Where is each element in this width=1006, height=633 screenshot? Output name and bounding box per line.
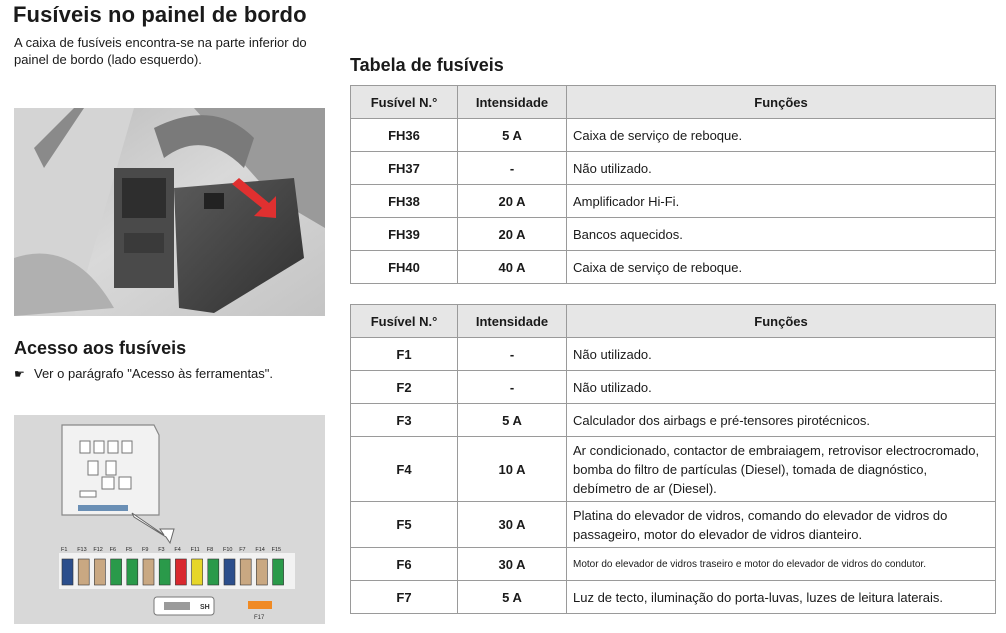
table-heading: Tabela de fusíveis <box>350 55 504 75</box>
fuse-cell: F7 <box>351 581 458 614</box>
fuse-cell: F3 <box>351 404 458 437</box>
fuse-f12 <box>94 559 105 585</box>
function-cell: Não utilizado. <box>567 338 996 371</box>
fuse-label-f7: F7 <box>239 547 246 553</box>
table-row <box>351 185 996 218</box>
table-row <box>351 338 996 371</box>
amp-cell: 20 A <box>458 218 567 251</box>
fuse-cell: FH39 <box>351 218 458 251</box>
function-cell: Amplificador Hi-Fi. <box>567 185 996 218</box>
fuse-f1 <box>62 559 73 585</box>
fuse-cell: F5 <box>351 502 458 548</box>
function-cell: Não utilizado. <box>567 371 996 404</box>
fuse-f8 <box>208 559 219 585</box>
col-functions-header: Funções <box>567 86 996 119</box>
amp-cell: 10 A <box>458 437 567 502</box>
function-cell: Caixa de serviço de reboque. <box>567 119 996 152</box>
col-intensity-header: Intensidade <box>458 86 567 119</box>
f17-label: F17 <box>254 615 265 621</box>
fuse-table-f <box>350 304 996 614</box>
fuse-f7 <box>240 559 251 585</box>
fuse-f5 <box>127 559 138 585</box>
page-title: Fusíveis no painel de bordo <box>13 2 307 27</box>
table-row <box>351 404 996 437</box>
table-row <box>351 581 996 614</box>
table-row <box>351 251 996 284</box>
table-row <box>351 548 996 581</box>
fuse-label-f8: F8 <box>206 547 214 553</box>
function-cell: Luz de tecto, iluminação do porta-luvas, luzes de leitura laterais. <box>567 581 996 614</box>
pointing-hand-icon: ☛ <box>14 367 25 381</box>
fuse-label-f15: F15 <box>271 547 282 553</box>
fuse-label-f14: F14 <box>255 547 265 553</box>
function-cell: Motor do elevador de vidros traseiro e motor do elevador de vidros do condutor. <box>567 548 996 581</box>
col-fuse-header: Fusível N.° <box>351 86 458 119</box>
fuse-f11 <box>192 559 203 585</box>
access-heading: Acesso aos fusíveis <box>14 338 187 358</box>
access-reference-text: Ver o parágrafo "Acesso às ferramentas". <box>34 366 274 381</box>
function-cell: Ar condicionado, contactor de embraiagem, retrovisor electrocromado, bomba do filtro de partículas (Diesel), tomada de diagnóstico, debímetro de ar (Diesel). <box>567 437 996 502</box>
table-row <box>351 502 996 548</box>
fuse-f13 <box>78 559 89 585</box>
fuse-cell: FH38 <box>351 185 458 218</box>
table-row <box>351 371 996 404</box>
fuse-label-f5: F5 <box>125 547 133 553</box>
amp-cell: 30 A <box>458 548 567 581</box>
fuse-label-f4: F4 <box>174 547 181 553</box>
function-cell: Bancos aquecidos. <box>567 218 996 251</box>
table-row <box>351 152 996 185</box>
fuse-f9 <box>143 559 154 585</box>
function-cell: Calculador dos airbags e pré-tensores pirotécnicos. <box>567 404 996 437</box>
table-row <box>351 218 996 251</box>
intro-text: A caixa de fusíveis encontra-se na parte inferior do painel de bordo (lado esquerdo). <box>14 35 307 67</box>
amp-cell: 5 A <box>458 119 567 152</box>
fuse-f6 <box>111 559 122 585</box>
col-fuse-header: Fusível N.° <box>351 305 458 338</box>
function-cell: Platina do elevador de vidros, comando do elevador de vidros do passageiro, motor do elevador de vidros dianteiro. <box>567 502 996 548</box>
fuse-cell: F4 <box>351 437 458 502</box>
fuse-label-f6: F6 <box>109 547 117 553</box>
fuse-label-f1: F1 <box>61 547 68 553</box>
fuse-box-diagram <box>14 415 325 624</box>
dashboard-photo <box>14 108 325 316</box>
amp-cell: 30 A <box>458 502 567 548</box>
fuse-cell: F2 <box>351 371 458 404</box>
sh-label: SH <box>200 604 210 611</box>
amp-cell: 5 A <box>458 581 567 614</box>
fuse-label-f3: F3 <box>158 547 165 553</box>
amp-cell: 5 A <box>458 404 567 437</box>
fuse-f15 <box>273 559 284 585</box>
amp-cell: - <box>458 338 567 371</box>
fuse-cell: F6 <box>351 548 458 581</box>
fuse-f4 <box>175 559 186 585</box>
function-cell: Não utilizado. <box>567 152 996 185</box>
fuse-f10 <box>224 559 235 585</box>
function-cell: Caixa de serviço de reboque. <box>567 251 996 284</box>
amp-cell: 20 A <box>458 185 567 218</box>
table-row <box>351 119 996 152</box>
amp-cell: 40 A <box>458 251 567 284</box>
fuse-label-f11: F11 <box>190 547 200 553</box>
fuse-label-f13: F13 <box>77 547 87 553</box>
fuse-f14 <box>256 559 267 585</box>
amp-cell: - <box>458 152 567 185</box>
fuse-cell: FH37 <box>351 152 458 185</box>
fuse-label-f12: F12 <box>93 547 103 553</box>
col-functions-header: Funções <box>567 305 996 338</box>
col-intensity-header: Intensidade <box>458 305 567 338</box>
fuse-table-fh <box>350 85 996 284</box>
fuse-f3 <box>159 559 170 585</box>
fuse-cell: FH36 <box>351 119 458 152</box>
fuse-cell: F1 <box>351 338 458 371</box>
fuse-cell: FH40 <box>351 251 458 284</box>
table-row <box>351 437 996 502</box>
amp-cell: - <box>458 371 567 404</box>
access-reference <box>14 366 273 381</box>
fuse-label-f10: F10 <box>223 547 233 553</box>
fuse-label-f9: F9 <box>142 547 149 553</box>
